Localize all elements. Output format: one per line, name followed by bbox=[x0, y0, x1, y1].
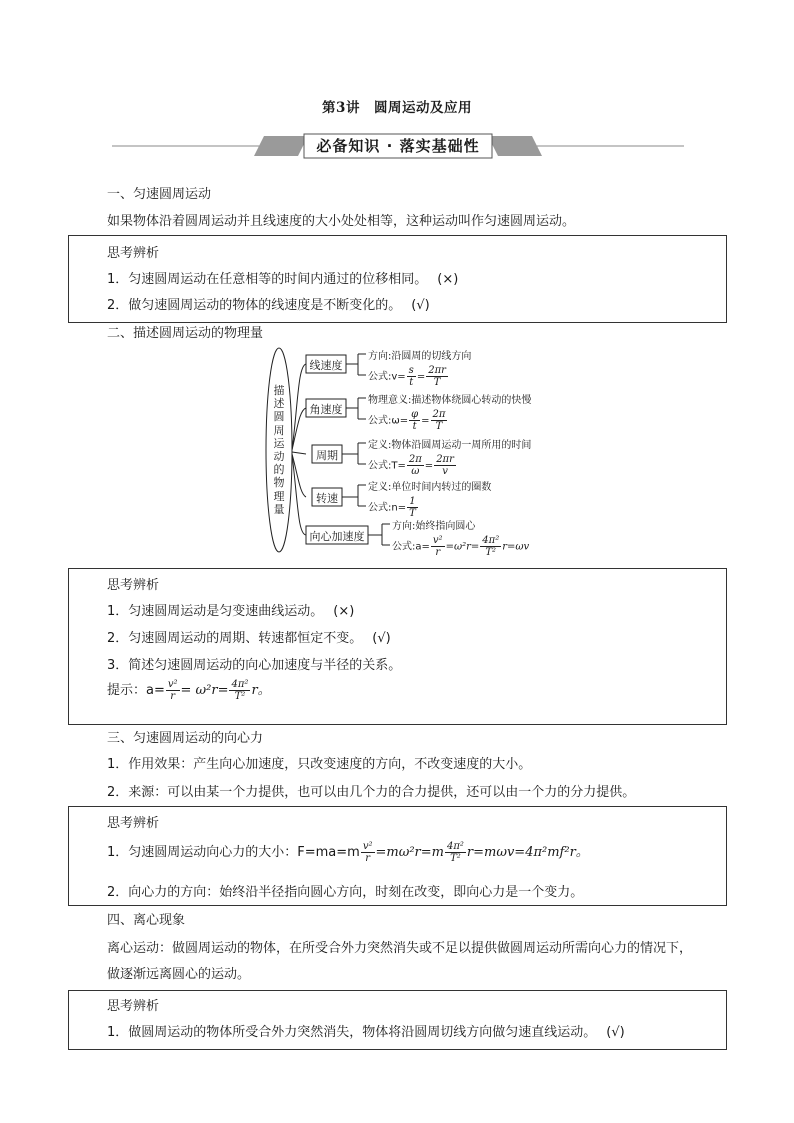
think-box-title: 思考辨析 bbox=[107, 999, 160, 1014]
answer-mark: (×) bbox=[437, 272, 459, 287]
think-box-2 bbox=[68, 568, 727, 725]
think-item-force-formula: 1．匀速圆周运动向心力的大小：F=ma=m $\frac{\text{v²}}{r}$ =mω²r=m $\frac{\text{4π²}}{\text{T²}}$ r=mωv=4π²mf²r。 bbox=[107, 841, 589, 864]
think-box-3 bbox=[68, 806, 727, 906]
node-detail: 物理意义:描述物体绕圆心转动的快慢 bbox=[368, 395, 532, 406]
answer-mark: (√) bbox=[411, 298, 430, 313]
node-centripetal-acceleration: 向心加速度 bbox=[309, 530, 365, 543]
node-angular-velocity: 角速度 bbox=[309, 403, 343, 416]
section-banner bbox=[112, 128, 684, 164]
node-detail: 定义:单位时间内转过的圈数 bbox=[368, 482, 492, 493]
node-formula: 公式:a= $\frac{\text{v²}}{r}$ =ω²r= $\frac{\text{4π²}}{\text{T²}}$ r=ωv bbox=[392, 535, 530, 558]
node-formula: 公式:v= $\frac{s}{t}$ = $\frac{2\pi r}{T}$ bbox=[368, 365, 446, 388]
diagram-root-label: 描 述 圆 周 运 动 的 物 理 量 bbox=[273, 384, 285, 516]
think-box-1 bbox=[68, 235, 727, 323]
node-detail: 方向:始终指向圆心 bbox=[392, 521, 476, 532]
think-box-4 bbox=[68, 990, 727, 1050]
think-item: 2．向心力的方向：始终沿半径指向圆心方向，时刻在改变，即向心力是一个变力。 bbox=[107, 885, 584, 900]
think-item: 1．做圆周运动的物体所受合外力突然消失，物体将沿圆周切线方向做匀速直线运动。 (√) bbox=[107, 1025, 625, 1040]
node-period: 周期 bbox=[316, 449, 338, 462]
node-formula: 公式:ω= $\frac{\varphi}{t}$ = $\frac{2\pi}{T}$ bbox=[368, 409, 446, 432]
section-1-heading: 一、匀速圆周运动 bbox=[107, 187, 212, 202]
node-rotation-speed: 转速 bbox=[316, 492, 338, 505]
node-detail: 定义:物体沿圆周运动一周所用的时间 bbox=[368, 440, 532, 451]
think-item: 1．匀速圆周运动在任意相等的时间内通过的位移相同。 (×) bbox=[107, 272, 459, 287]
section-2-heading: 二、描述圆周运动的物理量 bbox=[107, 326, 264, 341]
node-formula: 公式:n= $\frac{1}{T}$ bbox=[368, 496, 416, 519]
node-linear-velocity: 线速度 bbox=[309, 359, 343, 372]
section-3-heading: 三、匀速圆周运动的向心力 bbox=[107, 731, 264, 746]
section-4-p2: 做逐渐远离圆心的运动。 bbox=[107, 967, 251, 982]
think-item: 2．做匀速圆周运动的物体的线速度是不断变化的。 (√) bbox=[107, 298, 430, 313]
banner-text: 必备知识 · 落实基础性 bbox=[316, 137, 480, 155]
think-box-title: 思考辨析 bbox=[107, 578, 160, 593]
section-3-p2: 2．来源：可以由某一个力提供，也可以由几个力的合力提供，还可以由一个力的分力提供。 bbox=[107, 785, 636, 800]
answer-mark: (√) bbox=[372, 631, 391, 646]
section-4-p1: 离心运动：做圆周运动的物体，在所受合外力突然消失或不足以提供做圆周运动所需向心力的情况下， bbox=[107, 941, 693, 956]
physical-quantities-diagram bbox=[262, 344, 562, 560]
hint-formula: 提示：a= $\frac{\text{v²}}{r}$ = ω²r= $\frac{\text{4π²}}{\text{T²}}$ r。 bbox=[107, 679, 271, 702]
node-formula: 公式:T= $\frac{2\pi}{\omega}$ = $\frac{2\pi r}{v}$ bbox=[368, 454, 454, 477]
node-detail: 方向:沿圆周的切线方向 bbox=[368, 351, 472, 362]
section-3-p1: 1．作用效果：产生向心加速度，只改变速度的方向，不改变速度的大小。 bbox=[107, 757, 532, 772]
section-4-heading: 四、离心现象 bbox=[107, 913, 186, 928]
think-item: 3．简述匀速圆周运动的向心加速度与半径的关系。 bbox=[107, 658, 402, 673]
think-item: 2．匀速圆周运动的周期、转速都恒定不变。 (√) bbox=[107, 631, 391, 646]
section-1-text: 如果物体沿着圆周运动并且线速度的大小处处相等，这种运动叫作匀速圆周运动。 bbox=[107, 214, 576, 229]
think-item: 1．匀速圆周运动是匀变速曲线运动。 (×) bbox=[107, 604, 355, 619]
think-box-title: 思考辨析 bbox=[107, 816, 160, 831]
answer-mark: (×) bbox=[333, 604, 355, 619]
page-title: 第3讲 圆周运动及应用 bbox=[322, 100, 472, 116]
answer-mark: (√) bbox=[606, 1025, 625, 1040]
think-box-title: 思考辨析 bbox=[107, 246, 160, 261]
